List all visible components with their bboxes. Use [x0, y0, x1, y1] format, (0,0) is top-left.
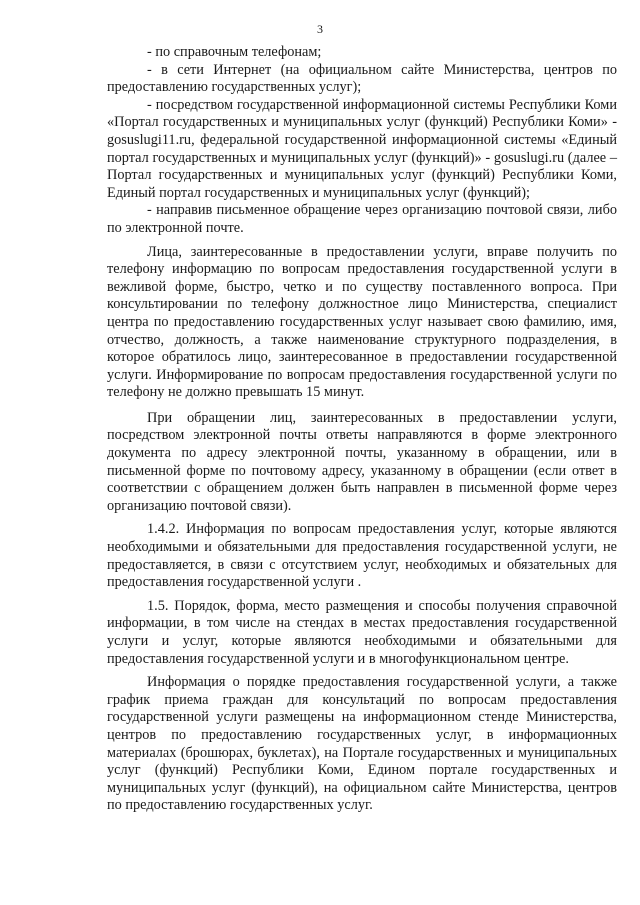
paragraph-portal: - посредством государственной информационной системы Республики Коми «Портал государственных и муниципальных услуг (функций) Республики Коми» - gosuslugi11.ru, федеральной государственной информационной системы «Единый портал государственных и муниципальных услуг (функций)» - gosuslugi.ru (далее – Портал государственных и муниципальных услуг (функций) Республики Коми, Единый портал государственных и муниципальных услуг (функций);: [107, 96, 617, 201]
paragraph-1-5: 1.5. Порядок, форма, место размещения и способы получения справочной информации, в том числе на стендах в местах предоставления государственной услуги и услуг, которые являются необходимыми и обязательными для предоставления государственной услуги и в многофункциональном центре.: [107, 597, 617, 667]
paragraph-1-4-2: 1.4.2. Информация по вопросам предоставления услуг, которые являются необходимыми и обязательными для предоставления государственной услуги, не предоставляется, в связи с отсутствием услуг, необходимых и обязательных для предоставления государственной услуги .: [107, 521, 617, 591]
paragraph-internet: - в сети Интернет (на официальном сайте Министерства, центров по предоставлению государственных услуг);: [107, 61, 617, 96]
paragraph-phone-consultation: Лица, заинтересованные в предоставлении услуги, вправе получить по телефону информацию по вопросам предоставления государственной услуги в вежливой форме, быстро, четко и по существу поставленного вопроса. При консультировании по телефону должностное лицо Министерства, специалист центра по предоставлению государственных услуг называет свою фамилию, имя, отчество, должность, а также наименование структурного подразделения, в которое обратилось лицо, заинтересованное в предоставлении государственной услуги. Информирование по вопросам предоставления государственной услуги по телефону не должно превышать 15 минут.: [107, 243, 617, 401]
document-body: [107, 44, 617, 815]
paragraph-email-response: При обращении лиц, заинтересованных в предоставлении услуги, посредством электронной почты ответы направляются в форме электронного документа по адресу электронной почты, указанному в обращении, или в письменной форме по почтовому адресу, указанному в обращении (если ответ в соответствии с обращением должен быть направлен в письменной форме через организацию почтовой связи).: [107, 409, 617, 514]
paragraph-phone: - по справочным телефонам;: [147, 44, 322, 60]
paragraph-information-placement: Информация о порядке предоставления государственной услуги, а также график приема граждан для консультаций по вопросам предоставления государственной услуги размещены на информационном стенде Министерства, центров по предоставлению государственных услуг, в информационных материалах (брошюрах, буклетах), на Портале государственных и муниципальных услуг (функций) Республики Коми, Едином портале государственных и муниципальных услуг (функций), на официальном сайте Министерства, центров по предоставлению государственных услуг.: [107, 674, 617, 814]
paragraph-mail: - направив письменное обращение через организацию почтовой связи, либо по электронной почте.: [107, 202, 617, 236]
page-number: 3: [317, 22, 323, 36]
